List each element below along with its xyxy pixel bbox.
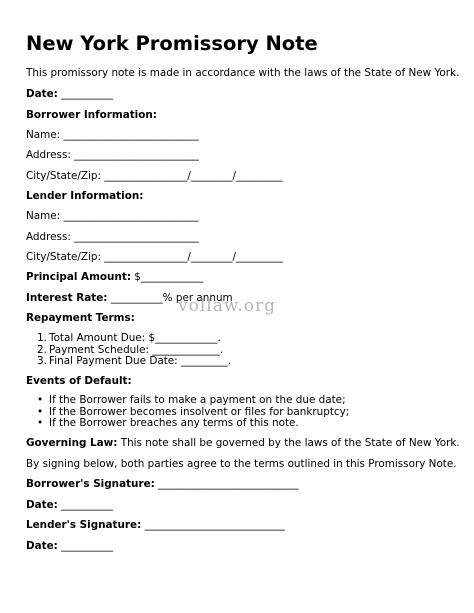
interest-blank: __________% per annum — [110, 292, 233, 304]
default-heading: Events of Default: — [26, 375, 132, 387]
lender-signature-label: Lender's Signature: — [26, 519, 142, 531]
intro-text: This promissory note is made in accordance with the laws of the State of New York. — [26, 67, 460, 79]
borrower-signature-line — [26, 478, 298, 491]
borrower-date-label: Date: — [26, 499, 58, 511]
borrower-heading: Borrower Information: — [26, 109, 157, 121]
governing-law-line — [26, 437, 460, 450]
principal-label: Principal Amount: — [26, 271, 131, 283]
lender-date-line — [26, 540, 113, 553]
principal-line — [26, 271, 203, 284]
interest-label: Interest Rate: — [26, 292, 108, 304]
watermark: vollaw.org — [178, 296, 277, 316]
lender-name-field: Name: __________________________ — [26, 210, 199, 222]
page-title: New York Promissory Note — [26, 32, 318, 55]
borrower-date-line — [26, 499, 113, 512]
lender-address-field: Address: ________________________ — [26, 231, 199, 243]
lender-city-field: City/State/Zip: ________________/________/_________ — [26, 251, 283, 263]
lender-heading: Lender Information: — [26, 190, 144, 202]
date-label: Date: — [26, 88, 58, 100]
lender-date-blank: __________ — [61, 540, 114, 552]
lender-signature-blank: ___________________________ — [144, 519, 285, 531]
default-list — [37, 395, 349, 430]
repayment-list — [37, 333, 231, 368]
borrower-signature-label: Borrower's Signature: — [26, 478, 155, 490]
governing-text: This note shall be governed by the laws of the State of New York. — [120, 437, 460, 449]
borrower-address-field: Address: ________________________ — [26, 149, 199, 161]
borrower-signature-blank: ___________________________ — [158, 478, 299, 490]
lender-signature-line — [26, 519, 285, 532]
principal-blank: $____________ — [134, 271, 204, 283]
borrower-name-field: Name: __________________________ — [26, 129, 199, 141]
list-item: 2. Payment Schedule: _____________. — [37, 343, 224, 356]
list-item: • If the Borrower becomes insolvent or files for bankruptcy; — [37, 405, 350, 418]
borrower-date-blank: __________ — [61, 499, 114, 511]
repayment-heading: Repayment Terms: — [26, 312, 135, 324]
lender-date-label: Date: — [26, 540, 58, 552]
list-item: • If the Borrower breaches any terms of this note. — [37, 417, 299, 429]
list-item: • If the Borrower fails to make a payment on the due date; — [37, 394, 346, 406]
list-item: 3. Final Payment Due Date: _________. — [37, 355, 232, 367]
date-blank: __________ — [61, 88, 114, 100]
governing-label: Governing Law: — [26, 437, 118, 449]
date-line — [26, 88, 113, 101]
list-item: 1. Total Amount Due: $____________. — [37, 332, 221, 344]
signing-text: By signing below, both parties agree to the terms outlined in this Promissory Note. — [26, 458, 457, 470]
borrower-city-field: City/State/Zip: ________________/________/_________ — [26, 170, 283, 182]
